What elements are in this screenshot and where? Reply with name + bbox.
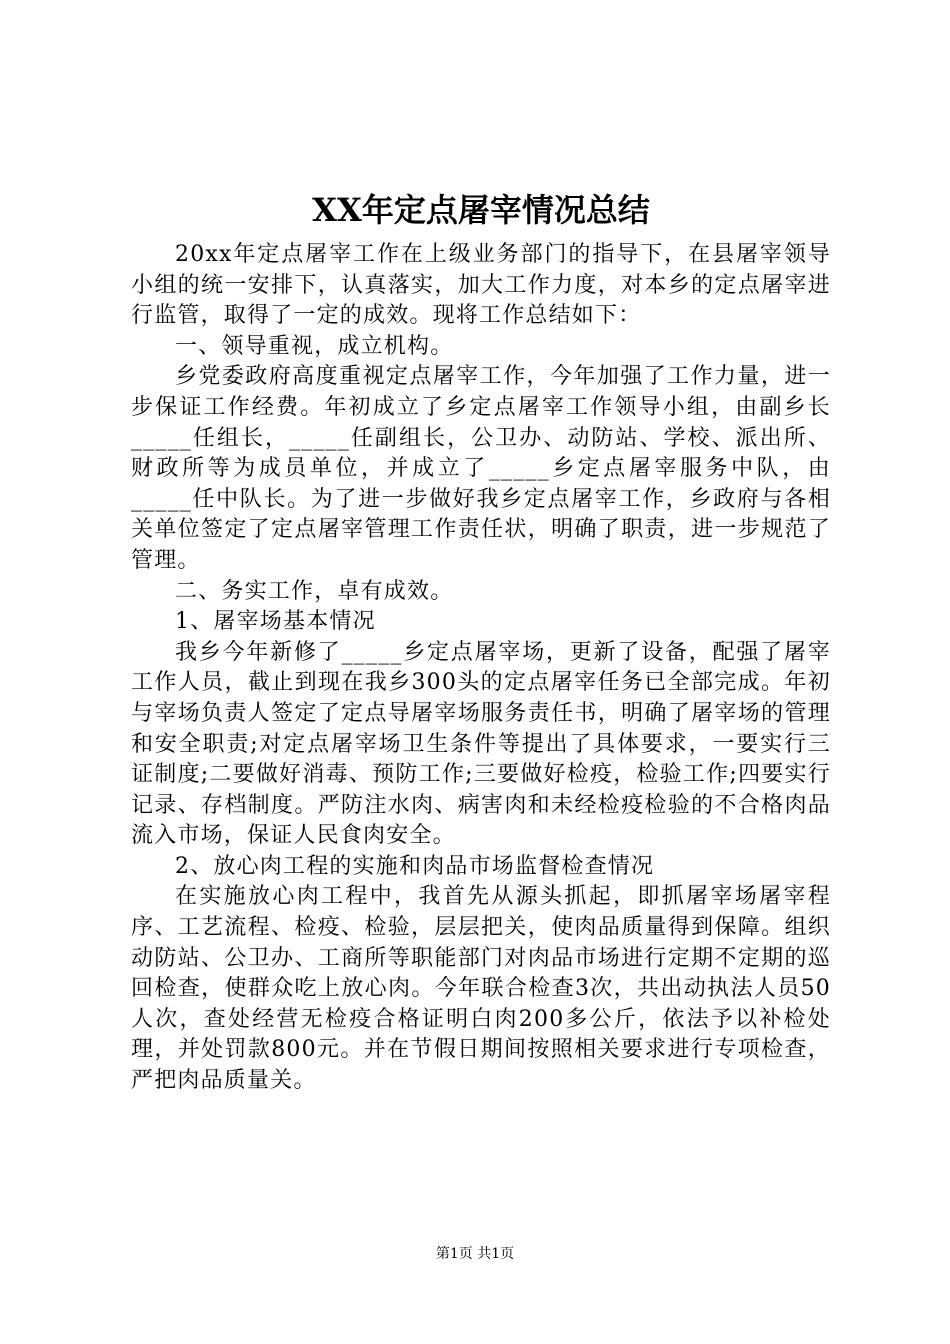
- section-heading-2: 二、务实工作，卓有成效。: [175, 578, 454, 604]
- paragraph-leadership: 乡党委政府高度重视定点屠宰工作，今年加强了工作力量，进一步保证工作经费。年初成立了乡定点屠宰工作领导小组，由副乡长_____任组长，_____任副组长，公卫办、动防站、学校、派出所、财政所等为成员单位，并成立了_____乡定点屠宰服务中队，由_____任中队长。为了进一步做好我乡定点屠宰工作，乡政府与各相关单位签定了定点屠宰管理工作责任状，明确了职责，进一步规范了管理。: [131, 364, 831, 573]
- page-footer: 第1页 共1页: [435, 1246, 515, 1262]
- document-title: XX年定点屠宰情况总结: [312, 191, 650, 229]
- section-heading-1: 一、领导重视，成立机构。: [175, 333, 454, 359]
- paragraph-safe-meat: 在实施放心肉工程中，我首先从源头抓起，即抓屠宰场屠宰程序、工艺流程、检疫、检验，层层把关，使肉品质量得到保障。组织动防站、公卫办、工商所等职能部门对肉品市场进行定期不定期的巡回检查，使群众吃上放心肉。今年联合检查3次，共出动执法人员50人次，查处经营无检疫合格证明白肉200多公斤，依法予以补检处理，并处罚款800元。并在节假日期间按照相关要求进行专项检查，严把肉品质量关。: [131, 884, 831, 1094]
- document-body: [131, 240, 831, 1097]
- document-page: [131, 188, 831, 1097]
- subsection-heading-2: 2、放心肉工程的实施和肉品市场监督检查情况: [175, 853, 655, 879]
- subsection-heading-1: 1、屠宰场基本情况: [175, 609, 376, 635]
- paragraph-intro: 20xx年定点屠宰工作在上级业务部门的指导下，在县屠宰领导小组的统一安排下，认真落实，加大工作力度，对本乡的定点屠宰进行监管，取得了一定的成效。现将工作总结如下：: [131, 242, 831, 329]
- paragraph-slaughterhouse: 我乡今年新修了_____乡定点屠宰场，更新了设备，配强了屠宰工作人员，截止到现在我乡300头的定点屠宰任务已全部完成。年初与宰场负责人签定了定点导屠宰场服务责任书，明确了屠宰场的管理和安全职责;对定点屠宰场卫生条件等提出了具体要求，一要实行三证制度;二要做好消毒、预防工作;三要做好检疫，检验工作;四要实行记录、存档制度。严防注水肉、病害肉和未经检疫检验的不合格肉品流入市场，保证人民食肉安全。: [131, 639, 831, 849]
